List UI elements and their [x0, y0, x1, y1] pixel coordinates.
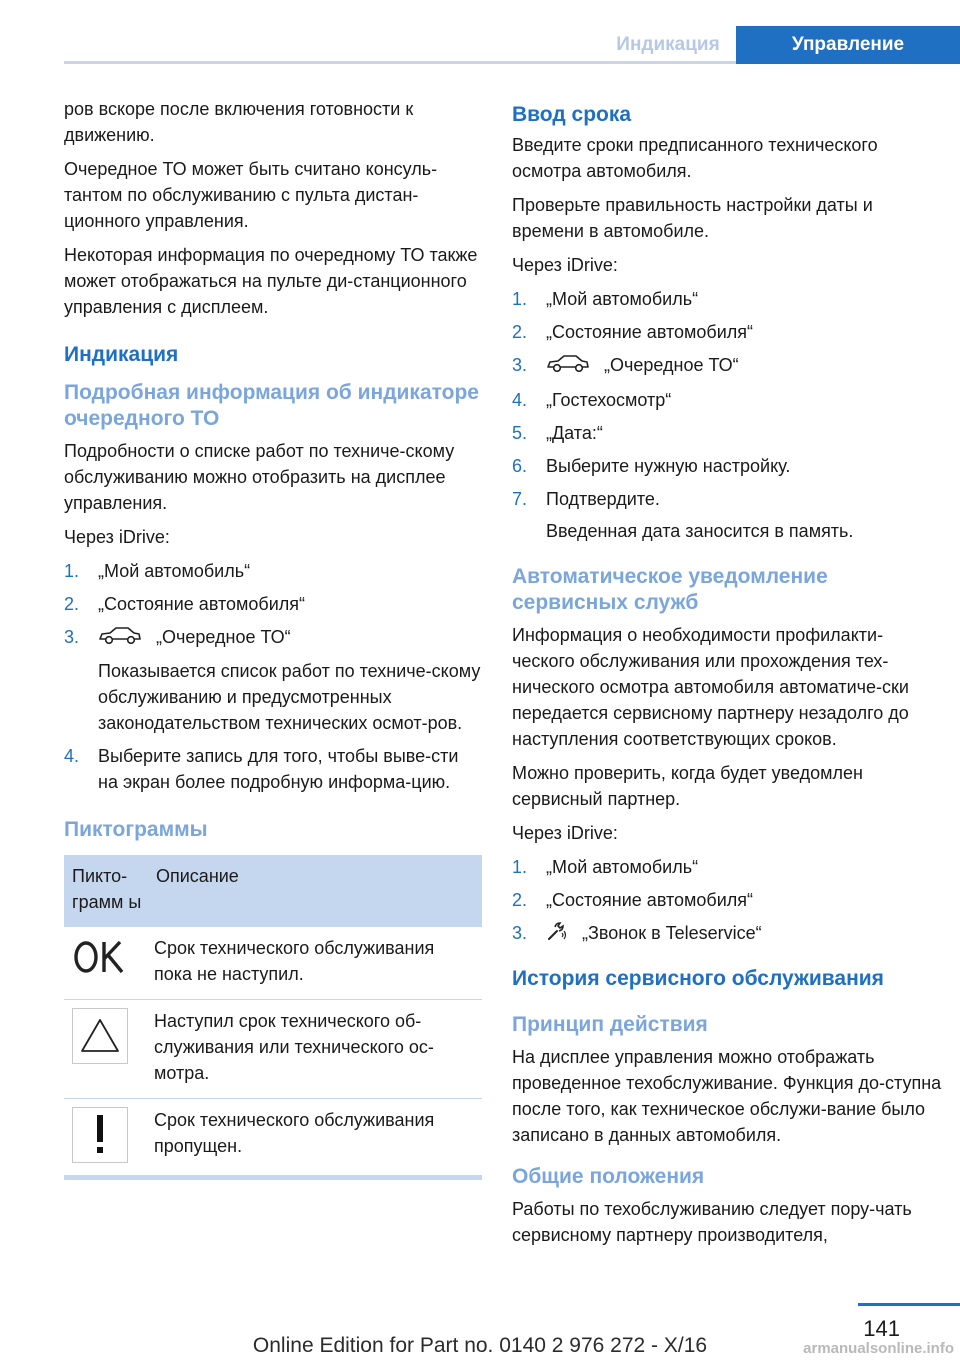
- column-header: Описание: [148, 855, 482, 927]
- section-heading-date-entry: Ввод срока: [512, 103, 632, 126]
- subheading-general: Общие положения: [512, 1164, 705, 1188]
- warning-triangle-icon: [72, 1008, 128, 1064]
- left-column: [64, 96, 482, 1180]
- right-column: [512, 96, 942, 1256]
- section-heading-indication: Индикация: [64, 343, 179, 366]
- list-item: 1. „Мой автомобиль“: [512, 289, 699, 309]
- paragraph: На дисплее управления можно отображать проведенное техобслуживание. Функция до-ступна после того, как техническое обслужи-вание было записано в данных автомобиля.: [512, 1046, 942, 1145]
- list-item: 6. Выберите нужную настройку.: [512, 455, 791, 476]
- via-idrive-label: Через iDrive:: [512, 255, 618, 275]
- table-header-row: [64, 855, 482, 927]
- list-item: 7. Подтвердите. Введенная дата заносится в память.: [512, 488, 854, 541]
- paragraph: Работы по техобслуживанию следует пору-чать сервисному партнеру производителя,: [512, 1198, 912, 1245]
- ok-icon: [72, 935, 142, 986]
- steps-list: [512, 286, 942, 544]
- subheading-detail-info: Подробная информация об индикаторе очередного ТО: [64, 381, 479, 430]
- list-item: 3. „Очередное ТО“: [512, 352, 942, 380]
- section-heading-service-history: История сервисного обслуживания: [512, 966, 884, 990]
- list-item: 1. „Мой автомобиль“: [512, 856, 699, 877]
- via-idrive-label: Через iDrive:: [64, 527, 170, 547]
- list-item: 4. „Гостехосмотр“: [512, 389, 672, 410]
- paragraph: Можно проверить, когда будет уведомлен сервисный партнер.: [512, 762, 863, 809]
- paragraph: Подробности о списке работ по техниче-скому обслуживанию можно отобразить на дисплее управления.: [64, 441, 455, 513]
- tab-control[interactable]: Управление: [736, 26, 960, 64]
- list-item: 4. Выберите запись для того, чтобы выве-сти на экран более подробную информа-цию.: [64, 745, 459, 792]
- paragraph: Некоторая информация по очередному ТО также может отображаться на пульте ди-станционного управления с дисплеем.: [64, 245, 478, 317]
- via-idrive-label: Через iDrive:: [512, 822, 618, 843]
- paragraph: ров вскоре после включения готовности к движению.: [64, 99, 414, 145]
- car-icon: [546, 353, 590, 380]
- watermark: armanualsonline.info: [803, 1340, 954, 1357]
- car-icon: [98, 625, 142, 652]
- table-row: [64, 999, 482, 1098]
- subheading-principle: Принцип действия: [512, 1012, 708, 1036]
- footer-rule: [858, 1303, 960, 1306]
- table-row: [64, 927, 482, 1000]
- edition-note: Online Edition for Part no. 0140 2 976 272 - X/16: [252, 1334, 708, 1357]
- list-item: 3. „Очередное ТО“ Показывается список работ по техниче-скому обслуживанию и предусмотренных законодательством технических осмот-ров.: [64, 624, 482, 736]
- pictogram-table: [64, 855, 482, 1180]
- table-cell: Наступил срок технического об-служивания или технического ос-мотра.: [148, 999, 482, 1098]
- steps-list: [512, 854, 942, 948]
- subheading-auto-notification: Автоматическое уведомление сервисных служб: [512, 564, 828, 614]
- list-item: 5. „Дата:“: [512, 422, 603, 443]
- exclamation-icon: [72, 1107, 128, 1163]
- paragraph: Проверьте правильность настройки даты и времени в автомобиле.: [512, 195, 873, 241]
- table-cell: Срок технического обслуживания пока не наступил.: [148, 927, 482, 1000]
- list-item: 1. „Мой автомобиль“: [64, 561, 251, 581]
- list-item: 2. „Состояние автомобиля“: [512, 322, 754, 342]
- paragraph: Информация о необходимости профилакти-ческого обслуживания или прохождения тех-нического осмотра автомобиля автоматиче-ски передается сервисному партнеру незадолго до наступления соответствующих сроков.: [512, 624, 909, 749]
- column-header: Пикто-грамм ы: [64, 855, 148, 927]
- list-item: 3. „Звонок в Teleservice“: [512, 920, 942, 948]
- paragraph: Введите сроки предписанного технического осмотра автомобиля.: [512, 135, 878, 181]
- page-number: 141: [863, 1316, 900, 1341]
- steps-list: [64, 558, 482, 795]
- table-cell: Срок технического обслуживания пропущен.: [148, 1098, 482, 1177]
- wrench-icon: [546, 921, 568, 948]
- paragraph: Очередное ТО может быть считано консуль-тантом по обслуживанию с пульта дистан-ционного управления.: [64, 159, 438, 231]
- list-item: 2. „Состояние автомобиля“: [64, 594, 306, 614]
- subheading-pictograms: Пиктограммы: [64, 817, 208, 841]
- list-item: 2. „Состояние автомобиля“: [512, 889, 754, 910]
- tab-indication[interactable]: Индикация: [616, 34, 720, 55]
- table-row: [64, 1098, 482, 1177]
